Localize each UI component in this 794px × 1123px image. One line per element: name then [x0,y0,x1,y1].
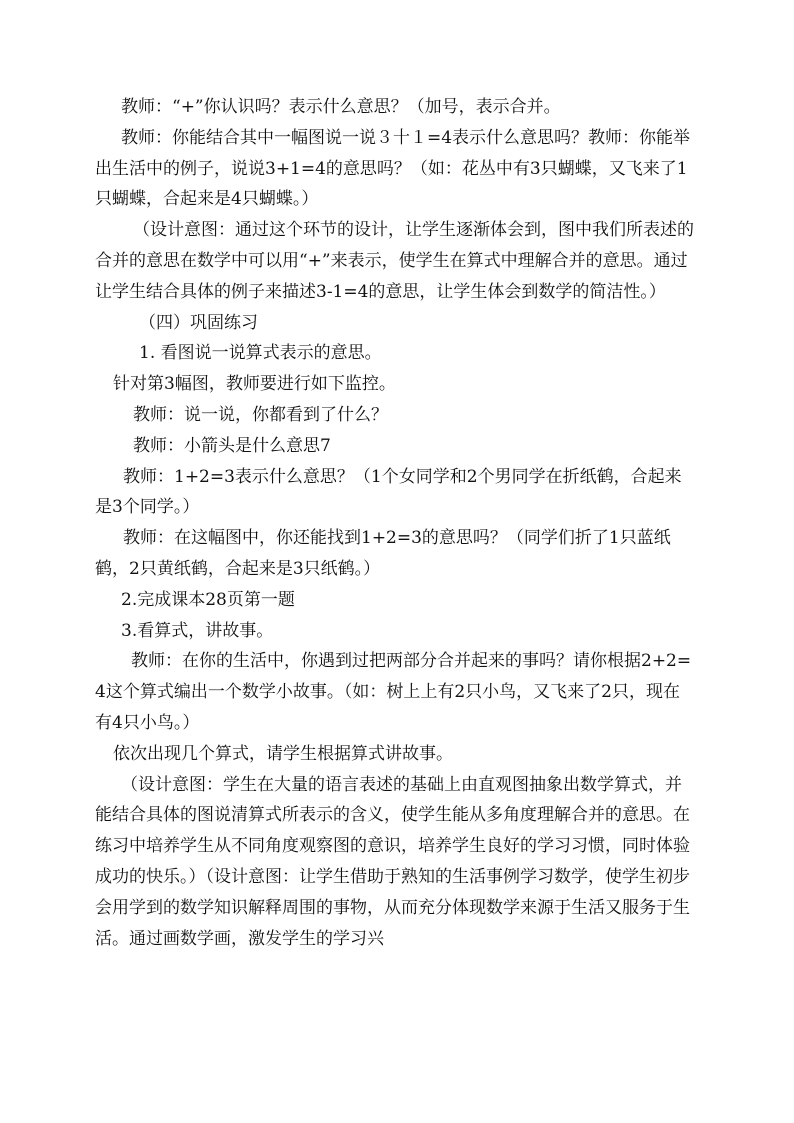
paragraph-design-intent-2: （设计意图：学生在大量的语言表述的基础上由直观图抽象出数学算式，并能结合具体的图说清算式所表示的含义，使学生能从多角度理解合并的意思。在练习中培养学生从不同角度观察图的意识，培养学生良好的学习习惯，同时体验成功的快乐。）（设计意图：让学生借助于熟知的生活事例学习数学，使学生初步会用学到的数学知识解释周围的事物，从而充分体现数学来源于生活又服务于生活。通过画数学画，激发学生的学习兴 [95,774,690,949]
exercise-item-3: 3.看算式，讲故事。 [121,620,274,641]
teacher-question-what-seen: 教师：说一说，你都看到了什么？ [133,404,388,425]
exercise-item-2: 2.完成课本28页第一题 [121,589,295,610]
paragraph-picture-3-monitoring: 针对第3幅图，教师要进行如下监控。 [113,374,396,395]
exercise-item-1: 1. 看图说一说算式表示的意思。 [139,343,382,364]
section-heading-practice: （四）巩固练习 [139,312,258,333]
teacher-question-arrow: 教师：小箭头是什么意思7 [133,435,331,456]
paragraph-plus-sign-question: 教师：“+”你认识吗？表示什么意思？（加号，表示合并。 [121,97,561,117]
paragraph-design-intent-1: （设计意图：通过这个环节的设计，让学生逐渐体会到，图中我们所表述的合并的意思在数学中可以用“+”来表示，使学生在算式中理解合并的意思。通过让学生结合具体的例子来描述3-1=4的意思，让学生体会到数学的简洁性。） [95,220,694,302]
document-body [95,92,695,954]
teacher-question-find-meaning: 教师：在这幅图中，你还能找到1+2=3的意思吗？（同学们折了1只蓝纸鹤，2只黄纸鹤，合起来是3只纸鹤。） [95,528,671,579]
teacher-question-story: 教师：在你的生活中，你遇到过把两部分合并起来的事吗？请你根据2+2=4这个算式编出一个数学小故事。（如：树上上有2只小鸟，又飞来了2只，现在有4只小鸟。） [95,651,692,733]
paragraph-tell-stories: 依次出现几个算式，请学生根据算式讲故事。 [113,743,453,764]
teacher-question-1-plus-2: 教师：1+2=3表示什么意思？（1个女同学和2个男同学在折纸鹤，合起来是3个同学。） [95,466,682,518]
paragraph-meaning-examples: 教师：你能结合其中一幅图说一说３十１=4表示什么意思吗？教师：你能举出生活中的例子，说说3+1=4的意思吗？（如：花丛中有3只蝴蝶，又飞来了1只蝴蝶，合起来是4只蝴蝶。） [95,127,691,210]
